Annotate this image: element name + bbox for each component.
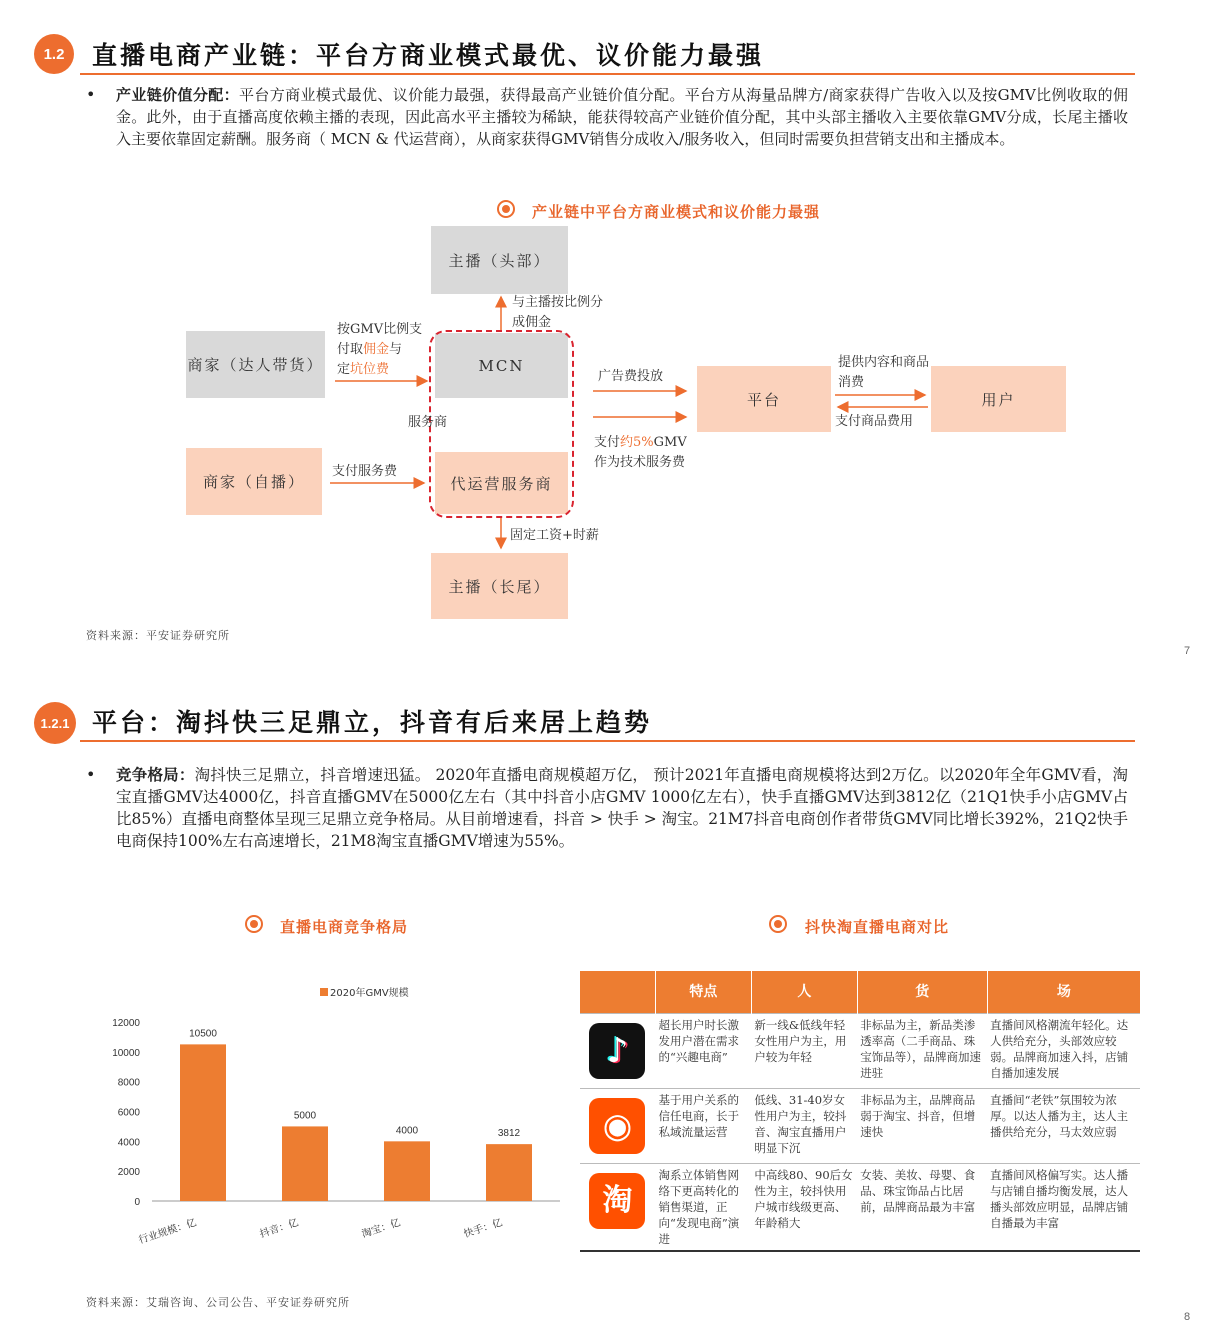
node-agency: 代运营服务商: [435, 452, 568, 514]
taobao-glyph: 淘: [602, 1182, 633, 1218]
taobao-icon: [589, 1173, 645, 1229]
y-tick-label: 10000: [112, 1047, 140, 1059]
section-badge: 1.2: [34, 34, 74, 74]
table-cell: 低线、31-40岁女性用户为主，较抖音、淘宝直播用户明显下沉: [751, 1088, 857, 1163]
y-tick-label: 2000: [117, 1167, 140, 1179]
bar: [486, 1144, 532, 1201]
node-merchant-influencer: 商家（达人带货）: [186, 331, 325, 398]
target-icon: [245, 915, 263, 933]
chart-title: 直播电商竞争格局: [280, 918, 409, 936]
label-tech-fee: 支付约5%GMV作为技术服务费: [594, 435, 687, 470]
table-header: 特点: [655, 971, 751, 1013]
node-user: 用户: [931, 366, 1066, 432]
source-note: 资料来源：平安证券研究所: [86, 629, 230, 642]
legend-swatch: [320, 988, 328, 996]
bar-value-label: 3812: [497, 1128, 521, 1140]
douyin-glyph: ♪: [606, 1030, 629, 1071]
table-cell: 超长用户时长激发用户潜在需求的“兴趣电商”: [655, 1013, 751, 1088]
diagram-title: 产业链中平台方商业模式和议价能力最强: [532, 203, 821, 221]
table-header: 货: [857, 971, 987, 1013]
label-pay-gmv-line3: 定坑位费: [337, 362, 390, 377]
label-content-consumption: 提供内容和商品消费: [838, 355, 930, 390]
page-number: 8: [1184, 1311, 1191, 1323]
bar: [282, 1126, 328, 1201]
bullet-marker: •: [86, 765, 96, 784]
bar-value-label: 4000: [395, 1125, 419, 1137]
node-mcn: MCN: [435, 333, 568, 398]
app-cell: [580, 1163, 656, 1251]
paragraph-text: 淘抖快三足鼎立，抖音增速迅猛。 2020年直播电商规模超万亿， 预计2021年直播电商规模将达到2万亿。以2020年全年GMV看，淘宝直播GMV达4000亿，抖音直播GMV在5000亿左右（其中抖音小店GMV 1000亿左右），快手直播GMV达到3812亿（21Q1快手小店GMV占比85%）直播电商整体呈现三足鼎立竞争格局。从目前增速看，抖音 > 快手 > 淘宝。21M7抖音电商创作者带货GMV同比增长392%，21Q2快手电商保持100%左右高速增长，21M8淘宝直播GMV增速为55%。: [116, 766, 1128, 850]
service-provider-boundary: [430, 331, 573, 517]
label-service-provider: 服务商: [408, 415, 448, 430]
bar-value-label: 5000: [293, 1110, 317, 1122]
kuaishou-icon: [589, 1098, 645, 1154]
node-merchant-self: 商家（自播）: [186, 448, 322, 515]
section-title: 直播电商产业链：平台方商业模式最优、议价能力最强: [92, 41, 765, 70]
y-tick-label: 4000: [117, 1137, 140, 1149]
table-header: 场: [987, 971, 1140, 1013]
table-cell: 淘系立体销售网络下更高转化的销售渠道，正向“发现电商”演进: [655, 1163, 751, 1251]
table-header-row: [580, 971, 1141, 1013]
label-pay-gmv: [337, 320, 437, 380]
x-tick-label: 抖音：亿: [258, 1217, 300, 1241]
table-title: 抖快淘直播电商对比: [805, 918, 950, 936]
app-cell: [580, 1013, 656, 1088]
table-header: [580, 971, 656, 1013]
node-anchor-tail: 主播（长尾）: [431, 553, 568, 619]
label-fixed-salary: 固定工资+时薪: [510, 528, 599, 543]
node-platform: 平台: [697, 366, 831, 432]
table-cell: 直播间“老铁”氛围较为浓厚。以达人播为主，达人主播供给充分，马太效应弱: [987, 1088, 1140, 1163]
table-cell: 女装、美妆、母婴、食品、珠宝饰品占比居前，品牌商品最为丰富: [857, 1163, 987, 1251]
competition-paragraph: [116, 764, 1128, 852]
bar: [384, 1141, 430, 1201]
bar: [180, 1044, 226, 1201]
label-pay-goods: 支付商品费用: [835, 414, 914, 429]
section-title: 平台：淘抖快三足鼎立，抖音有后来居上趋势: [92, 708, 653, 737]
table-row: [580, 1088, 1141, 1163]
table-row: [580, 1163, 1141, 1251]
label-commission-split: 与主播按比例分成佣金: [512, 295, 604, 330]
table-cell: 基于用户关系的信任电商，长于私域流量运营: [655, 1088, 751, 1163]
app-cell: [580, 1088, 656, 1163]
table-cell: 直播间风格潮流年轻化。达人供给充分，头部效应较弱。品牌商加速入抖，店铺自播加速发展: [987, 1013, 1140, 1088]
bullet-marker: •: [86, 85, 96, 104]
y-tick-label: 8000: [117, 1077, 140, 1089]
table-header: 人: [751, 971, 857, 1013]
label-pay-gmv-line2: 付取佣金与: [337, 342, 403, 357]
section-badge: 1.2.1: [34, 702, 76, 744]
paragraph-text: 平台方商业模式最优、议价能力最强，获得最高产业链价值分配。平台方从海量品牌方/商家获得广告收入以及按GMV比例收取的佣金。此外，由于直播高度依赖主播的表现，因此高水平主播较为稀缺，能获得较高产业链价值分配，其中头部主播收入主要依靠GMV分成，长尾主播收入主要依靠固定薪酬。服务商（ MCN & 代运营商），从商家获得GMV销售分成收入/服务收入，但同时需要负担营销支出和主播成本。: [116, 86, 1128, 148]
y-tick-label: 0: [134, 1197, 140, 1208]
paragraph-lead: 竞争格局：: [116, 765, 195, 784]
label-pay-service-fee: 支付服务费: [332, 464, 398, 479]
table-cell: 直播间风格偏写实。达人播与店铺自播均衡发展，达人播头部效应明显，品牌店铺自播最为丰富: [987, 1163, 1140, 1251]
bar-value-label: 10500: [189, 1028, 217, 1040]
x-tick-label: 淘宝：亿: [360, 1217, 402, 1241]
y-tick-label: 6000: [117, 1107, 140, 1119]
gmv-bar-chart: [80, 978, 580, 1258]
comparison-table: [579, 971, 1140, 1252]
target-icon: [769, 915, 787, 933]
x-tick-label: 行业规模：亿: [137, 1217, 198, 1247]
page-number: 7: [1184, 645, 1191, 657]
table-row: [580, 1013, 1141, 1088]
paragraph-lead: 产业链价值分配：: [116, 86, 239, 104]
legend-label: 2020年GMV规模: [330, 988, 409, 999]
table-cell: 非标品为主，新品类渗透率高（二手商品、珠宝饰品等），品牌商加速进驻: [857, 1013, 987, 1088]
title-underline: [80, 740, 1135, 742]
kuaishou-glyph: ◉: [602, 1105, 633, 1146]
y-tick-label: 12000: [112, 1018, 140, 1029]
node-anchor-head: 主播（头部）: [431, 226, 568, 294]
table-cell: 新一线&低线年轻女性用户为主，用户较为年轻: [751, 1013, 857, 1088]
label-pay-gmv-line1: 按GMV比例支: [337, 322, 423, 337]
label-ad-spend: 广告费投放: [598, 369, 664, 384]
douyin-icon: [589, 1023, 645, 1079]
x-tick-label: 快手：亿: [462, 1217, 504, 1241]
table-cell: 非标品为主，品牌商品弱于淘宝、抖音，但增速快: [857, 1088, 987, 1163]
source-note: 资料来源：艾瑞咨询、公司公告、平安证券研究所: [86, 1296, 350, 1309]
table-cell: 中高线80、90后女性为主，较抖快用户城市线级更高、年龄稍大: [751, 1163, 857, 1251]
